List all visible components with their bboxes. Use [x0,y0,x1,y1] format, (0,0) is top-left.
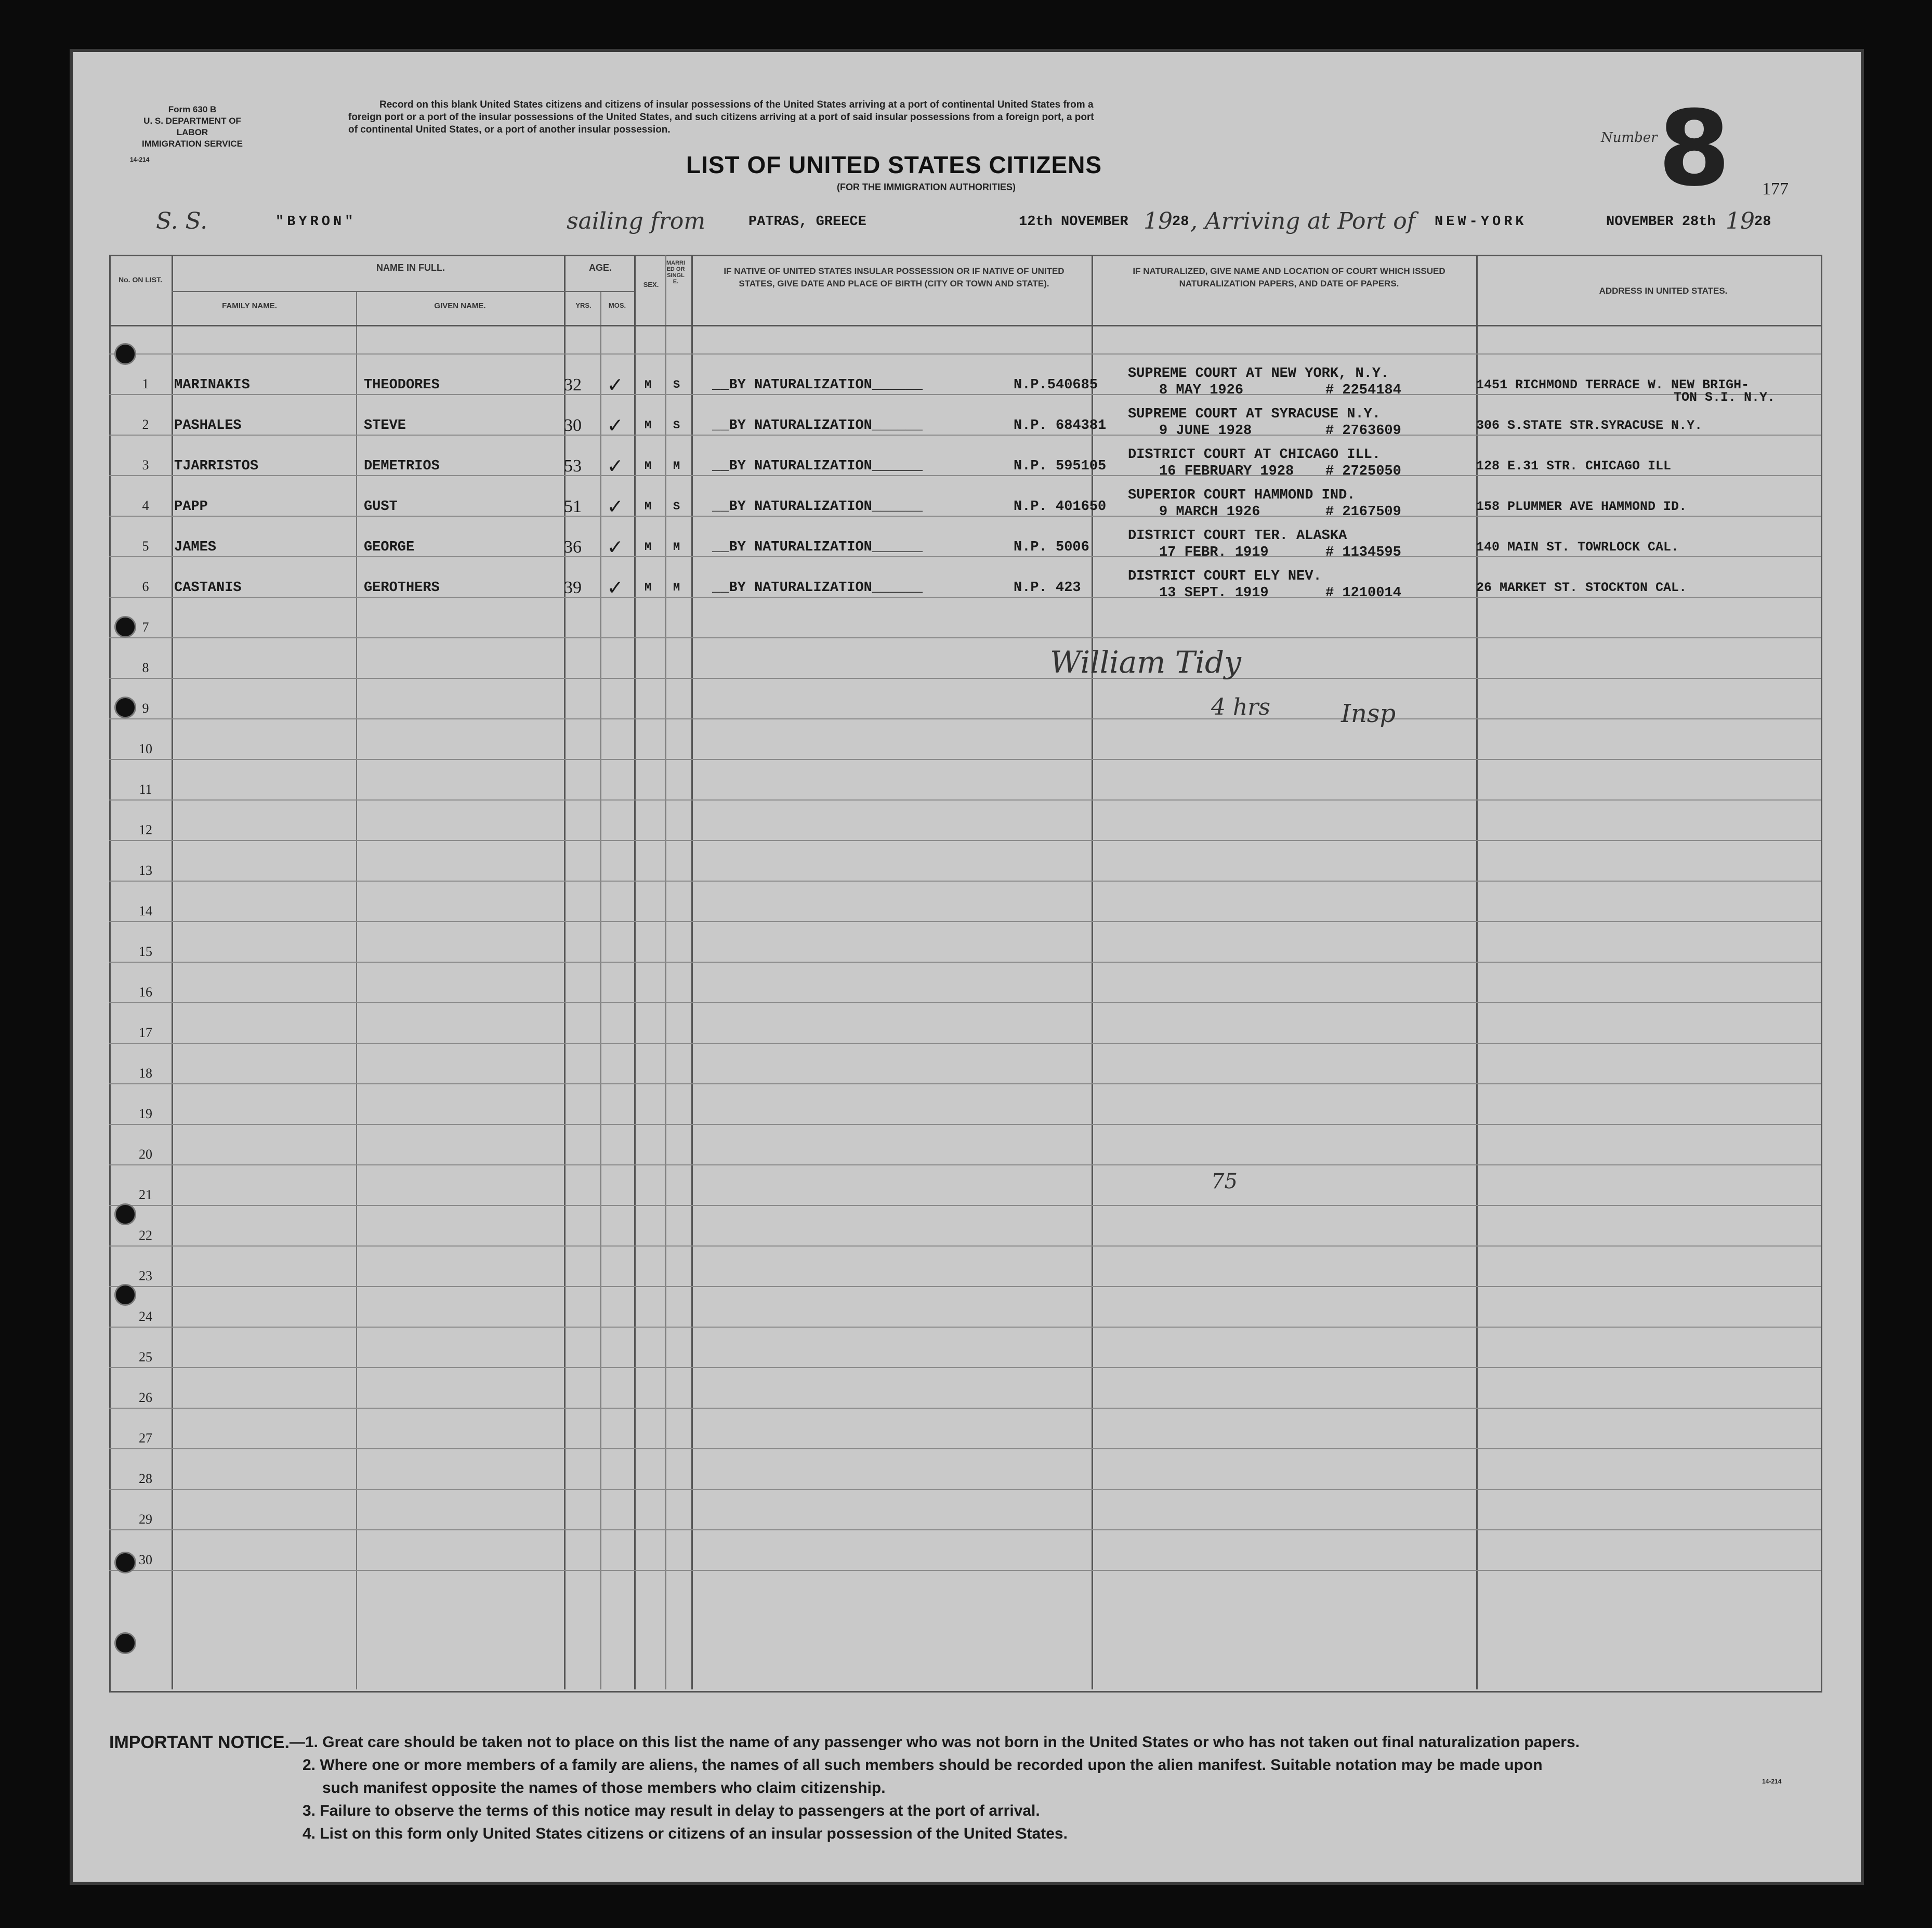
row-number: 25 [139,1349,152,1365]
marital-status: S [673,419,680,432]
given-name: THEODORES [364,377,440,393]
given-name: GEORGE [364,540,415,555]
binder-hole [114,343,136,365]
arrival-date: NOVEMBER 28th [1606,214,1716,230]
row-line [109,840,1821,841]
given-name: STEVE [364,418,406,434]
row-line [109,516,1821,517]
family-name: MARINAKIS [174,377,250,393]
departure-date: 12th NOVEMBER [1019,214,1128,230]
row-line [109,1124,1821,1125]
binder-hole [114,1203,136,1225]
row-number: 3 [142,457,149,473]
row-number: 27 [139,1431,152,1446]
col-header-name: NAME IN FULL. [376,263,445,273]
number-label: Number [1601,130,1658,146]
col-header-mos: MOS. [608,301,626,309]
row-number: 11 [139,782,152,797]
age-years: 39 [564,578,582,597]
row-number: 5 [142,539,149,554]
row-line [109,1002,1821,1003]
row-line [109,881,1821,882]
row-line [109,1408,1821,1409]
row-number: 7 [142,620,149,635]
court-date: 8 MAY 1926 [1159,383,1244,398]
row-number: 13 [139,863,152,878]
row-number: 4 [142,498,149,513]
row-line [109,1286,1821,1287]
age-years: 32 [564,375,582,395]
notice-item: —1. Great care should be taken not to place on this list the name of any passenger who was not born in the United States or who has not taken out final naturalization papers. [289,1734,1580,1751]
row-line [109,1245,1821,1247]
notice-label: IMPORTANT NOTICE. [109,1733,290,1752]
address: 158 PLUMMER AVE HAMMOND ID. [1476,499,1687,514]
row-number: 17 [139,1025,152,1040]
sex: M [645,419,652,432]
binder-hole [114,697,136,718]
court-name: DISTRICT COURT TER. ALASKA [1128,528,1347,544]
naturalization-paper: N.P. 684381 [1014,418,1107,434]
inspector-note: 4 hrs [1211,694,1270,720]
address: 140 MAIN ST. TOWRLOCK CAL. [1476,540,1679,555]
sex: M [645,500,652,513]
row-number: 16 [139,985,152,1000]
certificate-number: # 2725050 [1325,464,1401,479]
marital-status: M [673,541,680,554]
row-line [109,475,1821,476]
service: IMMIGRATION SERVICE [142,139,243,149]
origin-port: PATRAS, GREECE [748,214,866,230]
row-line [109,1367,1821,1368]
row-line [109,353,1821,355]
row-number: 30 [139,1552,152,1567]
family-name: CASTANIS [174,580,242,596]
col-header-yrs: YRS. [575,301,592,309]
row-number: 28 [139,1471,152,1486]
col-header-sex: SEX. [643,281,659,288]
naturalization-paper: N.P. 5006 [1014,540,1089,555]
sex: M [645,581,652,594]
list-number: 8 [1658,88,1731,209]
col-header-age: AGE. [588,263,612,273]
row-line [109,1448,1821,1449]
form-code-left: 14-214 [130,156,150,163]
notice-line-1 [109,1731,1835,1754]
col-header-naturalized: IF NATURALIZED, GIVE NAME AND LOCATION OF COURT WHICH ISSUED NATURALIZATION PAPERS, AND DATE OF PAPERS. [1133,266,1445,288]
row-number: 29 [139,1512,152,1527]
check-mark: ✓ [608,414,622,440]
family-name: PAPP [174,499,208,515]
row-line [109,678,1821,679]
row-line [109,1570,1821,1571]
naturalization-paper: N.P. 401650 [1014,499,1107,515]
inspector-title: Insp [1341,699,1396,728]
certificate-number: # 1210014 [1325,585,1401,601]
naturalization-paper: N.P. 595105 [1014,458,1107,474]
birth-info: __BY NATURALIZATION______ [712,377,923,393]
family-name: JAMES [174,540,217,555]
court-date: 17 FEBR. 1919 [1159,545,1269,560]
notice-item: 4. List on this form only United States citizens or citizens of an insular possession of the United States. [303,1825,1068,1842]
row-number: 24 [139,1309,152,1324]
col-header-no: No. ON LIST. [119,276,162,284]
row-line [109,962,1821,963]
instruction-line: foreign port or a port of the insular possessions of the United States, and such citizens arriving at a port of said insular possessions from a foreign port, a port [348,112,1094,123]
notice-item: such manifest opposite the names of those members who claim citizenship. [322,1779,886,1796]
check-mark: ✓ [608,495,622,521]
arrival-year: 28 [1754,214,1771,230]
departure-year: 28 [1172,214,1189,230]
marital-status: M [673,581,680,594]
col-header-family: FAMILY NAME. [222,301,277,310]
row-line [109,718,1821,719]
arrival-year-prefix: 19 [1726,208,1755,234]
binder-hole [114,1632,136,1654]
instruction-line: Record on this blank United States citizens and citizens of insular possessions of the United States arriving at a port of continental United States from a [379,99,1094,110]
form-subtitle: (FOR THE IMMIGRATION AUTHORITIES) [837,182,1016,192]
address: 26 MARKET ST. STOCKTON CAL. [1476,580,1687,595]
sex: M [645,460,652,473]
row-line [109,597,1821,598]
birth-info: __BY NATURALIZATION______ [712,580,923,596]
row-line [109,799,1821,801]
row-number: 2 [142,417,149,432]
binder-hole [114,1284,136,1306]
department: U. S. DEPARTMENT OF LABOR [143,116,241,137]
row-line [109,759,1821,760]
arrival-port: NEW-YORK [1435,214,1527,230]
check-mark: ✓ [608,535,622,561]
row-number: 22 [139,1228,152,1243]
arriving-label: , Arriving at Port of [1190,208,1415,234]
binder-hole [114,616,136,638]
row-number: 9 [142,701,149,716]
departure-year-prefix: 19 [1144,208,1173,234]
certificate-number: # 1134595 [1325,545,1401,560]
court-date: 9 JUNE 1928 [1159,423,1252,439]
row-number: 1 [142,376,149,391]
row-number: 26 [139,1390,152,1405]
birth-info: __BY NATURALIZATION______ [712,458,923,474]
naturalization-paper: N.P.540685 [1014,377,1098,393]
row-line [109,921,1821,922]
row-line [109,637,1821,638]
col-header-given: GIVEN NAME. [434,301,486,310]
form-title: LIST OF UNITED STATES CITIZENS [686,151,1102,178]
row-line [109,1083,1821,1084]
court-name: DISTRICT COURT AT CHICAGO ILL. [1128,447,1381,463]
sex: M [645,541,652,554]
form-identifier [135,104,249,150]
marital-status: M [673,460,680,473]
family-name: TJARRISTOS [174,458,259,474]
marital-status: S [673,378,680,391]
court-date: 13 SEPT. 1919 [1159,585,1269,601]
court-name: SUPREME COURT AT NEW YORK, N.Y. [1128,366,1389,382]
age-years: 36 [564,537,582,557]
address: 306 S.STATE STR.SYRACUSE N.Y. [1476,418,1703,433]
row-line [109,556,1821,557]
age-years: 30 [564,416,582,435]
court-name: SUPERIOR COURT HAMMOND IND. [1128,488,1356,503]
court-name: SUPREME COURT AT SYRACUSE N.Y. [1128,406,1381,422]
row-line [109,1205,1821,1206]
form-code-right: 14-214 [1762,1778,1782,1785]
inspector-signature: William Tidy [1050,645,1241,680]
instruction-line: of continental United States, or a port of another insular possession. [348,124,671,135]
col-header-birth: IF NATIVE OF UNITED STATES INSULAR POSSESSION OR IF NATIVE OF UNITED STATES, GIVE DATE AND PLACE OF BIRTH (CITY OR TOWN AND STATE). [724,266,1064,288]
given-name: GUST [364,499,398,515]
check-mark: ✓ [608,373,622,399]
notice-item: 3. Failure to observe the terms of this notice may result in delay to passengers at the port of arrival. [303,1802,1040,1819]
family-name: PASHALES [174,418,242,434]
row-number: 14 [139,903,152,919]
sex: M [645,378,652,391]
col-header-address: ADDRESS IN UNITED STATES. [1599,286,1728,296]
birth-info: __BY NATURALIZATION______ [712,418,923,434]
row-number: 15 [139,944,152,959]
address: 128 E.31 STR. CHICAGO ILL [1476,458,1672,474]
row-number: 12 [139,822,152,837]
age-years: 51 [564,497,582,516]
row-line [109,1327,1821,1328]
birth-info: __BY NATURALIZATION______ [712,499,923,515]
important-notice [109,1731,1835,1845]
row-line [109,394,1821,395]
ss-label: S. S. [156,208,208,234]
naturalization-paper: N.P. 423 [1014,580,1081,596]
given-name: DEMETRIOS [364,458,440,474]
notice-item: 2. Where one or more members of a family are aliens, the names of all such members should be recorded upon the alien manifest. Suitable notation may be made upon [303,1756,1543,1774]
col-header-married: MARRIED OR SINGLE. [666,260,686,285]
certificate-number: # 2167509 [1325,504,1401,520]
binder-hole [114,1552,136,1573]
marital-status: S [673,500,680,513]
row-number: 6 [142,579,149,594]
row-number: 10 [139,741,152,756]
age-years: 53 [564,456,582,476]
page-number: 177 [1762,179,1789,199]
ship-name: "BYRON" [275,214,357,230]
manifest-page [73,52,1861,1882]
check-mark: ✓ [608,576,622,602]
row-line [109,1489,1821,1490]
address: 1451 RICHMOND TERRACE W. NEW BRIGH- [1476,377,1750,392]
certificate-number: # 2254184 [1325,383,1401,398]
certificate-number: # 2763609 [1325,423,1401,439]
row-line [109,1164,1821,1165]
row-number: 19 [139,1106,152,1121]
sailing-label: sailing from [567,208,706,234]
row-number: 8 [142,660,149,675]
check-mark: ✓ [608,454,622,480]
row-line [109,1043,1821,1044]
address-continued: TON S.I. N.Y. [1674,390,1776,405]
row-number: 23 [139,1268,152,1283]
birth-info: __BY NATURALIZATION______ [712,540,923,555]
given-name: GEROTHERS [364,580,440,596]
row-number: 20 [139,1147,152,1162]
instructions [348,99,1606,136]
court-date: 16 FEBRUARY 1928 [1159,464,1294,479]
row-number: 21 [139,1187,152,1202]
row-line [109,435,1821,436]
margin-mark: 75 [1211,1170,1238,1193]
row-number: 18 [139,1066,152,1081]
row-line [109,1529,1821,1530]
form-id: Form 630 B [168,104,217,114]
court-name: DISTRICT COURT ELY NEV. [1128,569,1322,584]
court-date: 9 MARCH 1926 [1159,504,1260,520]
